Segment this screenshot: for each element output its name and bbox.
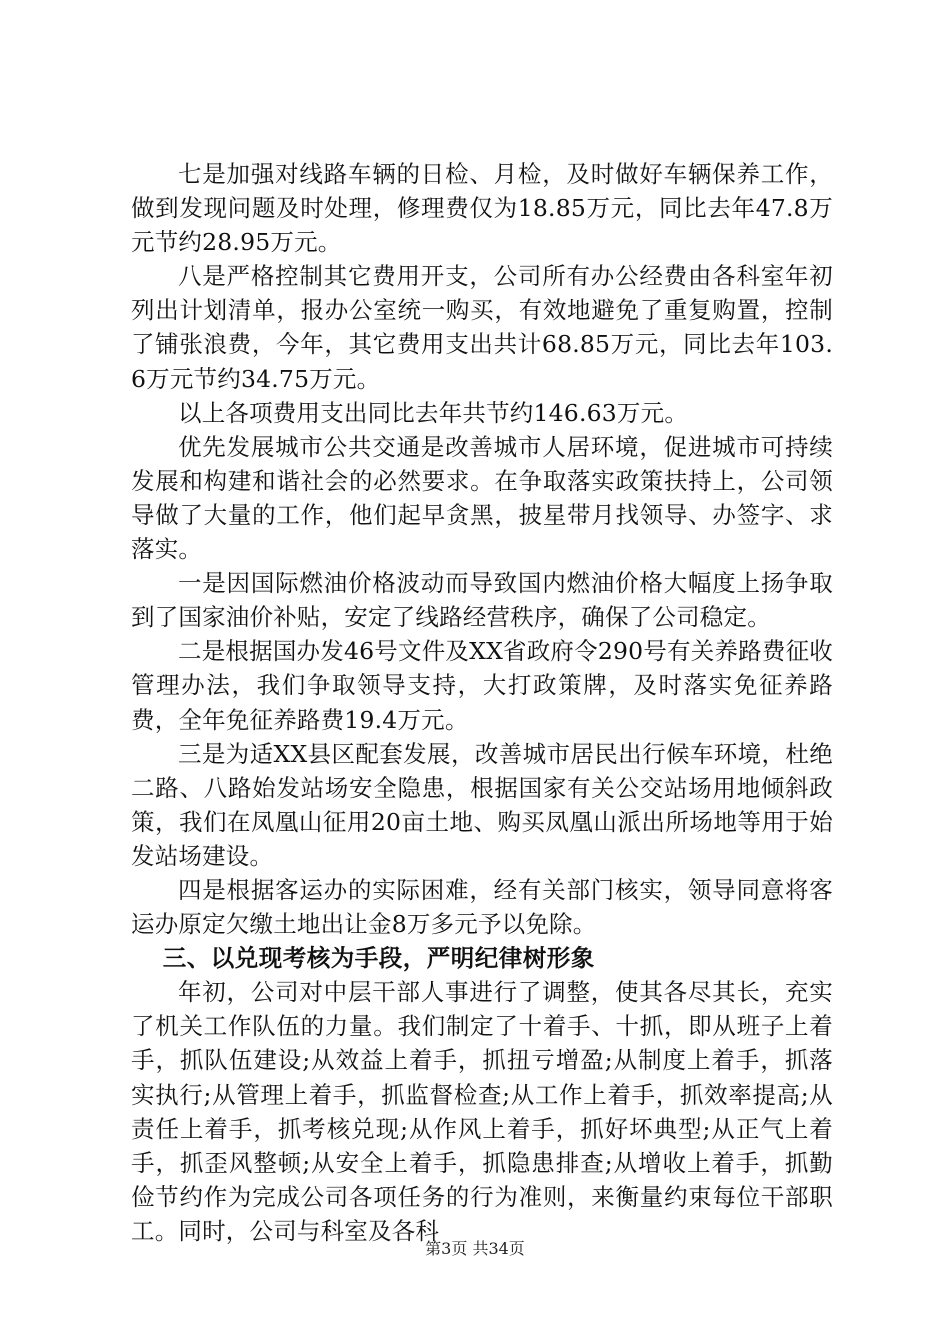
paragraph-land-fee-waiver: 四是根据客运办的实际困难，经有关部门核实，领导同意将客运办原定欠缴土地出让金8万多元予以免除。: [131, 875, 833, 939]
section-heading: 三、以兑现考核为手段，严明纪律树形象: [162, 944, 595, 973]
paragraph-station-construction: 三是为适XX县区配套发展，改善城市居民出行候车环境，杜绝二路、八路始发站场安全隐患，根据国家有关公交站场用地倾斜政策，我们在凤凰山征用20亩土地、购买凤凰山派出所场地等用于始发站场建设。: [131, 739, 833, 870]
paragraph-other-expenses: 八是严格控制其它费用开支，公司所有办公经费由各科室年初列出计划清单，报办公室统一购买，有效地避免了重复购置，控制了铺张浪费，今年，其它费用支出共计68.85万元，同比去年103.6万元节约34.75万元。: [131, 262, 833, 393]
paragraph-road-fee-exemption: 二是根据国办发46号文件及XX省政府令290号有关养路费征收管理办法，我们争取领导支持，大打政策牌，及时落实免征养路费，全年免征养路费19.4万元。: [131, 637, 833, 734]
paragraph-vehicle-maintenance: 七是加强对线路车辆的日检、月检，及时做好车辆保养工作，做到发现问题及时处理，修理费仅为18.85万元，同比去年47.8万元节约28.95万元。: [131, 160, 833, 257]
document-body: [131, 157, 833, 1248]
page-number-footer: 第3页 共34页: [425, 1239, 525, 1258]
paragraph-fuel-subsidy: 一是因国际燃油价格波动而导致国内燃油价格大幅度上扬争取到了国家油价补贴，安定了线路经营秩序，确保了公司稳定。: [131, 569, 833, 632]
paragraph-public-transport-priority: 优先发展城市公共交通是改善城市人居环境，促进城市可持续发展和构建和谐社会的必然要求。在争取落实政策扶持上，公司领导做了大量的工作，他们起早贪黑，披星带月找领导、办签字、求落实。: [131, 432, 833, 564]
paragraph-total-savings: 以上各项费用支出同比去年共节约146.63万元。: [178, 398, 689, 427]
paragraph-personnel-adjustment: 年初，公司对中层干部人事进行了调整，使其各尽其长，充实了机关工作队伍的力量。我们制定了十着手、十抓，即从班子上着手，抓队伍建设;从效益上着手，抓扭亏增盈;从制度上着手，抓落实执行;从管理上着手，抓监督检查;从工作上着手，抓效率提高;从责任上着手，抓考核兑现;从作风上着手，抓好坏典型;从正气上着手，抓歪风整顿;从安全上着手，抓隐患排查;从增收上着手，抓勤俭节约作为完成公司各项任务的行为准则，来衡量约束每位干部职工。同时，公司与科室及各科: [131, 978, 833, 1245]
